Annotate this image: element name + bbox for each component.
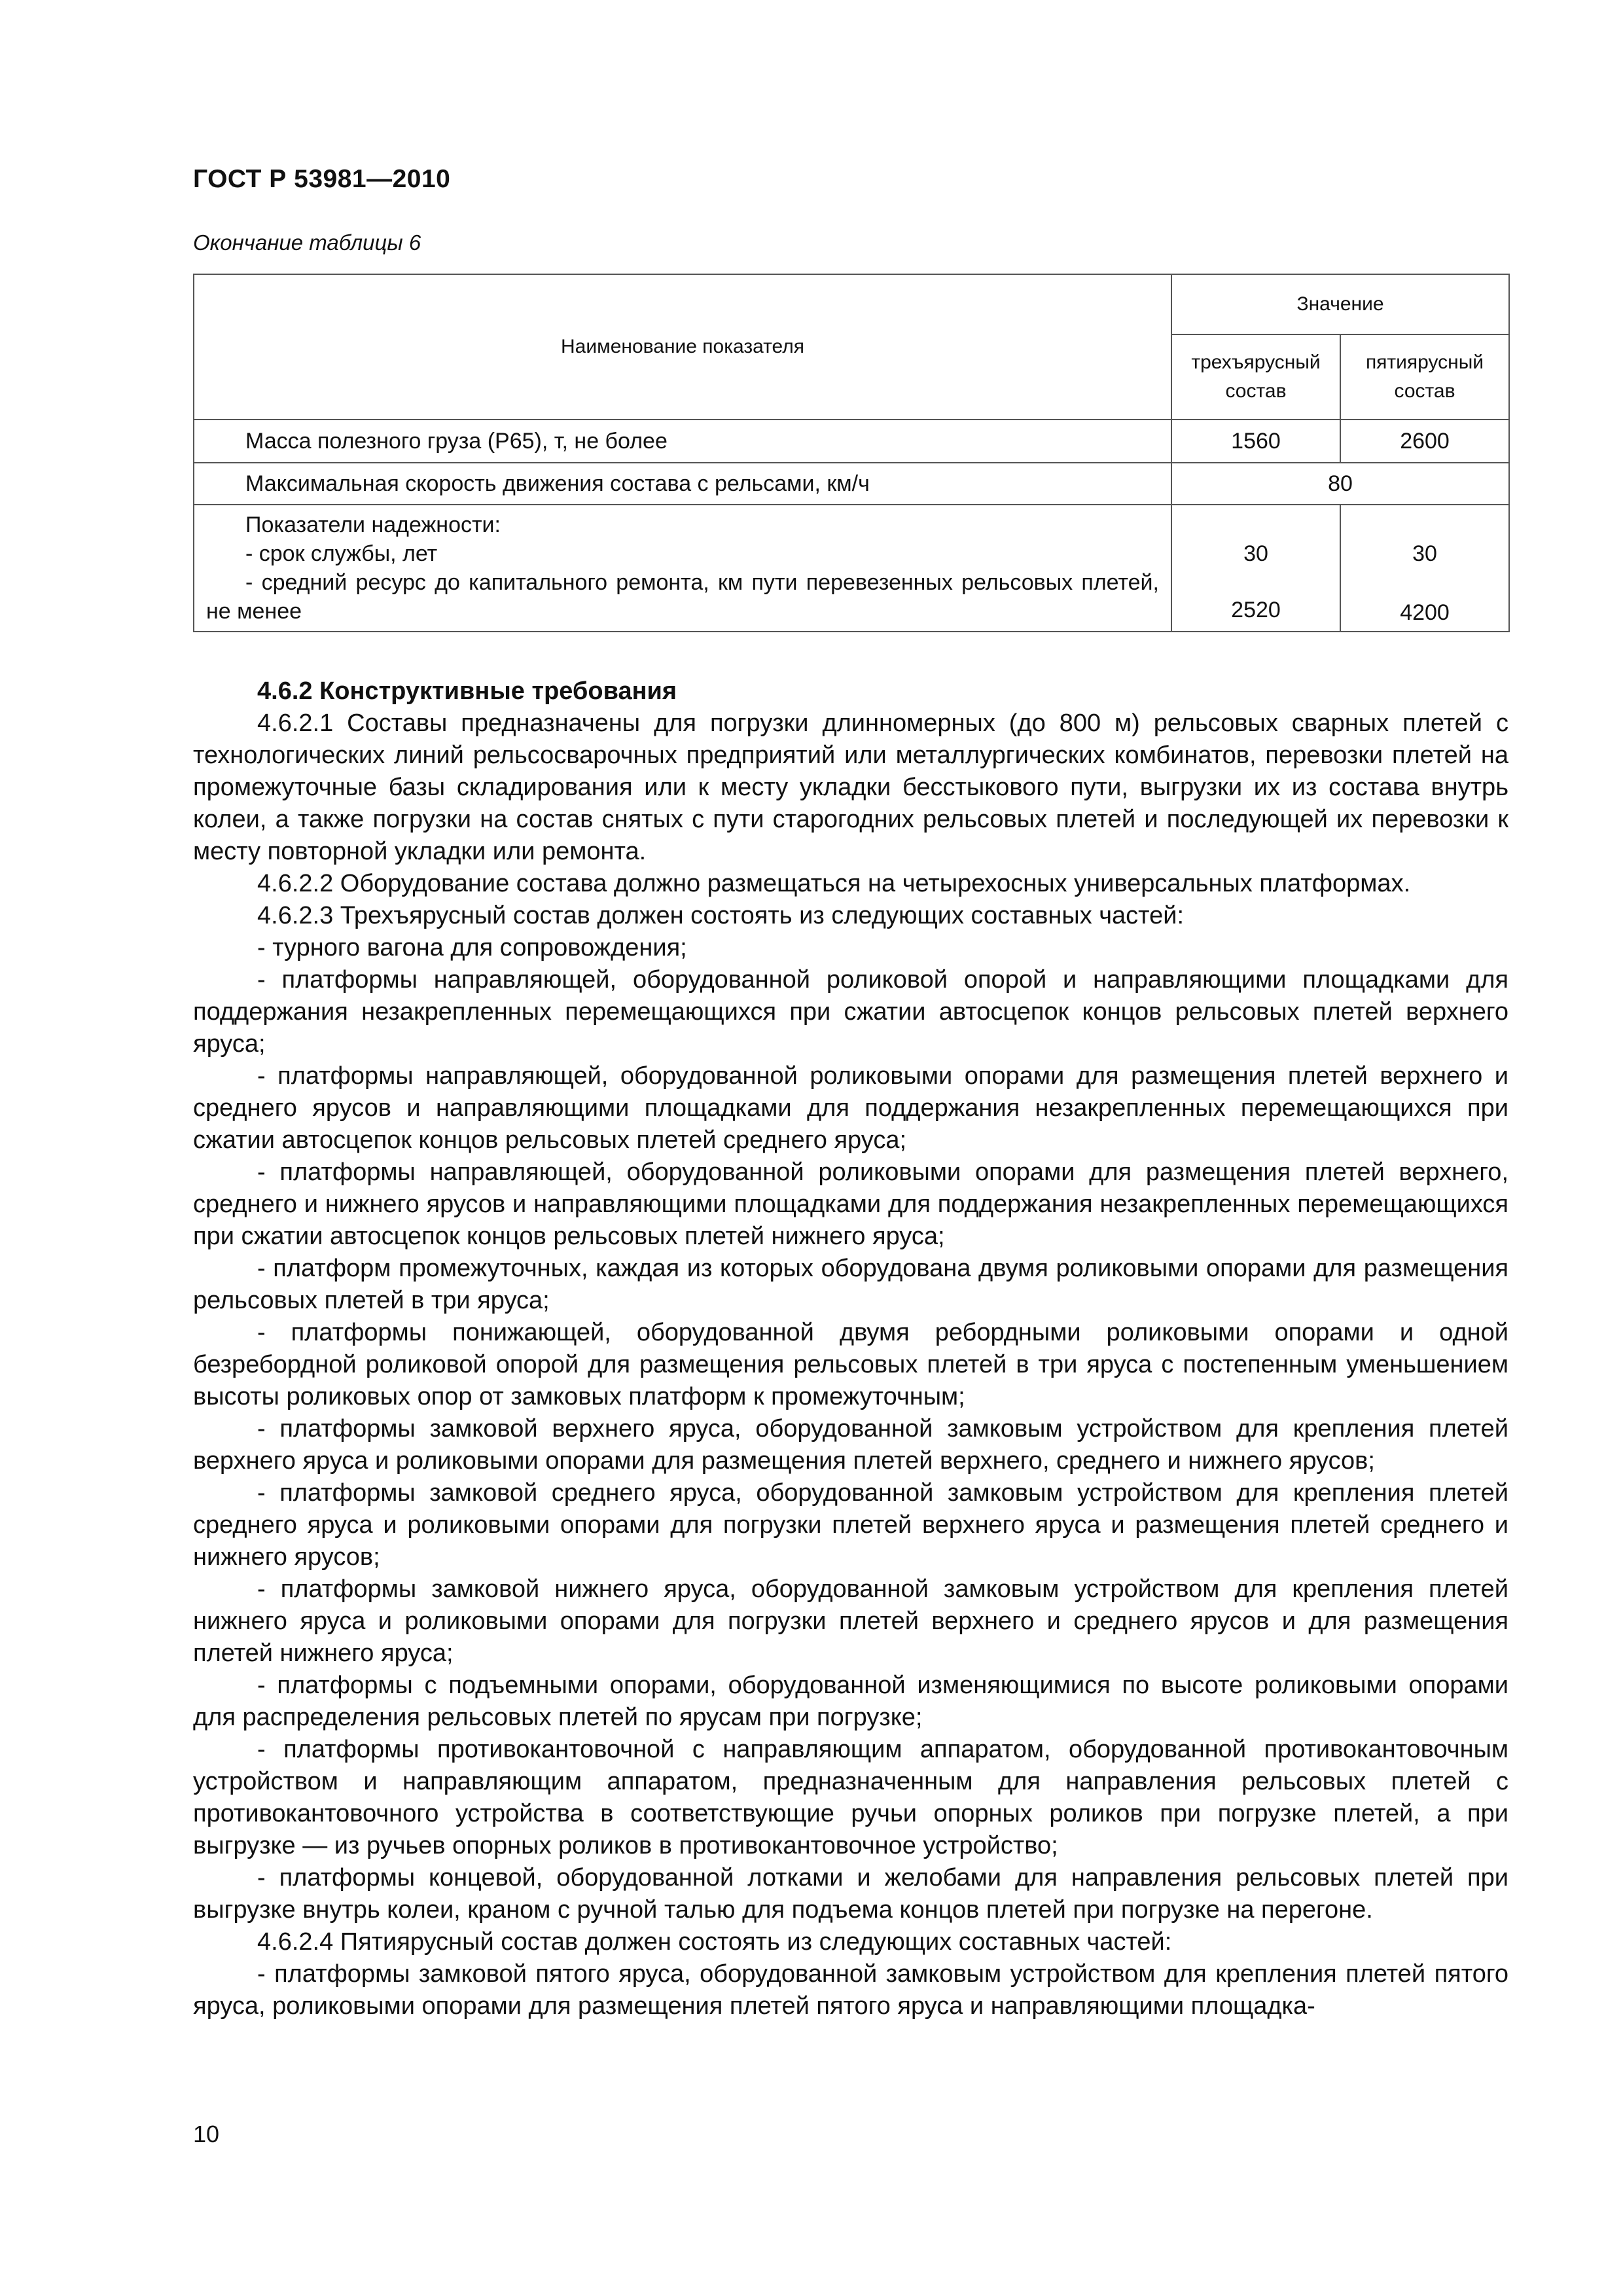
list-item: - платформы направляющей, оборудованной роликовыми опорами для размещения плетей верхнего, среднего и нижнего ярусов и направляющими площадками для поддержания незакрепленных перемещающихся при сжатии автосцепок концов рельсовых плетей нижнего яруса;: [193, 1158, 1508, 1250]
reliability-line-resource: - средний ресурс до капитального ремонта, км пути перевезенных рельсовых плетей, не менее: [206, 570, 1159, 624]
list-item: - платформы замковой верхнего яруса, оборудованной замковым устройством для крепления плетей верхнего яруса и роликовыми опорами для размещения плетей верхнего, среднего и нижнего ярусов;: [193, 1415, 1508, 1475]
reliability-line-service-life: - срок службы, лет: [245, 541, 438, 566]
list-item: - платформы замковой нижнего яруса, оборудованной замковым устройством для крепления плетей нижнего яруса и роликовыми опорами для погрузки плетей верхнего и среднего ярусов и для размещения плетей нижнего яруса;: [193, 1575, 1508, 1667]
list-item: - платформы противокантовочной с направляющим аппаратом, оборудованной противокантовочным устройством и направляющим аппаратом, предназначенным для направления рельсовых плетей с противокантовочного устройства в соответствующие ручьи опорных роликов при погрузке плетей, а при выгрузке — из ручьев опорных роликов в противокантовочное устройство;: [193, 1736, 1508, 1859]
cell-speed-value: 80: [1171, 463, 1509, 505]
cell-reliability-three-resource: 2520: [1231, 598, 1281, 622]
row-name-speed: Максимальная скорость движения состава с рельсами, км/ч: [194, 463, 1171, 505]
list-item: - платформы с подъемными опорами, оборудованной изменяющимися по высоте роликовыми опорами для распределения рельсовых плетей по ярусам при погрузке;: [193, 1672, 1508, 1731]
column-header-value: Значение: [1171, 274, 1509, 334]
cell-mass-three: 1560: [1171, 420, 1340, 463]
list-item: - платформы направляющей, оборудованной роликовой опорой и направляющими площадками для поддержания незакрепленных перемещающихся при сжатии автосцепок концов рельсовых плетей верхнего яруса;: [193, 966, 1508, 1058]
paragraph: 4.6.2.4 Пятиярусный состав должен состоять из следующих составных частей:: [257, 1928, 1172, 1956]
cell-reliability-three: [1171, 505, 1340, 632]
list-item: - платформы понижающей, оборудованной двумя ребордными роликовыми опорами и одной безребордной роликовой опорой для размещения рельсовых плетей в три яруса с постепенным уменьшением высоты роликовых опор от замковых платформ к промежуточным;: [193, 1319, 1508, 1410]
list-item: - турного вагона для сопровождения;: [257, 934, 687, 961]
paragraph: 4.6.2.2 Оборудование состава должно размещаться на четырехосных универсальных платформах.: [257, 870, 1411, 897]
row-name-reliability: [194, 505, 1171, 632]
spec-table: [193, 274, 1510, 632]
table-row-reliability: [194, 505, 1509, 632]
list-item: - платформ промежуточных, каждая из которых оборудована двумя роликовыми опорами для размещения рельсовых плетей в три яруса;: [193, 1255, 1508, 1314]
paragraph: 4.6.2.3 Трехъярусный состав должен состоять из следующих составных частей:: [257, 902, 1185, 929]
list-item: - платформы концевой, оборудованной лотками и желобами для направления рельсовых плетей при выгрузке внутрь колеи, краном с ручной талью для подъема концов плетей при погрузке на перегоне.: [193, 1864, 1508, 1924]
section-body: [193, 675, 1508, 2022]
reliability-title: Показатели надежности:: [245, 512, 501, 537]
list-item: - платформы замковой пятого яруса, оборудованной замковым устройством для крепления плетей пятого яруса, роликовыми опорами для размещения плетей пятого яруса и направляющими площадка-: [193, 1960, 1508, 2020]
column-header-three-tier: трехъярусный состав: [1171, 334, 1340, 420]
section-heading: 4.6.2 Конструктивные требования: [257, 677, 677, 705]
cell-reliability-five-resource: 4200: [1400, 600, 1450, 625]
table-caption: Окончание таблицы 6: [193, 230, 421, 255]
document-header: ГОСТ Р 53981—2010: [193, 165, 451, 193]
table-row-mass: [194, 420, 1509, 463]
cell-mass-five: 2600: [1340, 420, 1509, 463]
cell-reliability-three-life: 30: [1243, 541, 1268, 566]
list-item: - платформы направляющей, оборудованной роликовыми опорами для размещения плетей верхнего и среднего ярусов и направляющими площадками для поддержания незакрепленных перемещающихся при сжатии автосцепок концов рельсовых плетей среднего яруса;: [193, 1062, 1508, 1154]
column-header-name: Наименование показателя: [194, 274, 1171, 420]
list-item: - платформы замковой среднего яруса, оборудованной замковым устройством для крепления плетей среднего яруса и роликовыми опорами для погрузки плетей верхнего яруса и размещения плетей среднего и нижнего ярусов;: [193, 1479, 1508, 1571]
row-name-mass: Масса полезного груза (Р65), т, не более: [194, 420, 1171, 463]
paragraph: 4.6.2.1 Составы предназначены для погрузки длинномерных (до 800 м) рельсовых сварных плетей с технологических линий рельсосварочных предприятий или металлургических комбинатов, перевозки плетей на промежуточные базы складирования или к месту укладки бесстыкового пути, выгрузки их из состава внутрь колеи, а также погрузки на состав снятых с пути старогодних рельсовых плетей и последующей их перевозки к месту повторной укладки или ремонта.: [193, 709, 1508, 865]
cell-reliability-five: [1340, 505, 1509, 632]
cell-reliability-five-life: 30: [1412, 541, 1437, 566]
column-header-five-tier: пятиярусный состав: [1340, 334, 1509, 420]
page-number: 10: [193, 2121, 220, 2147]
document-page: [193, 0, 1508, 2296]
table-header-row: [194, 274, 1509, 334]
table-row-speed: [194, 463, 1509, 505]
